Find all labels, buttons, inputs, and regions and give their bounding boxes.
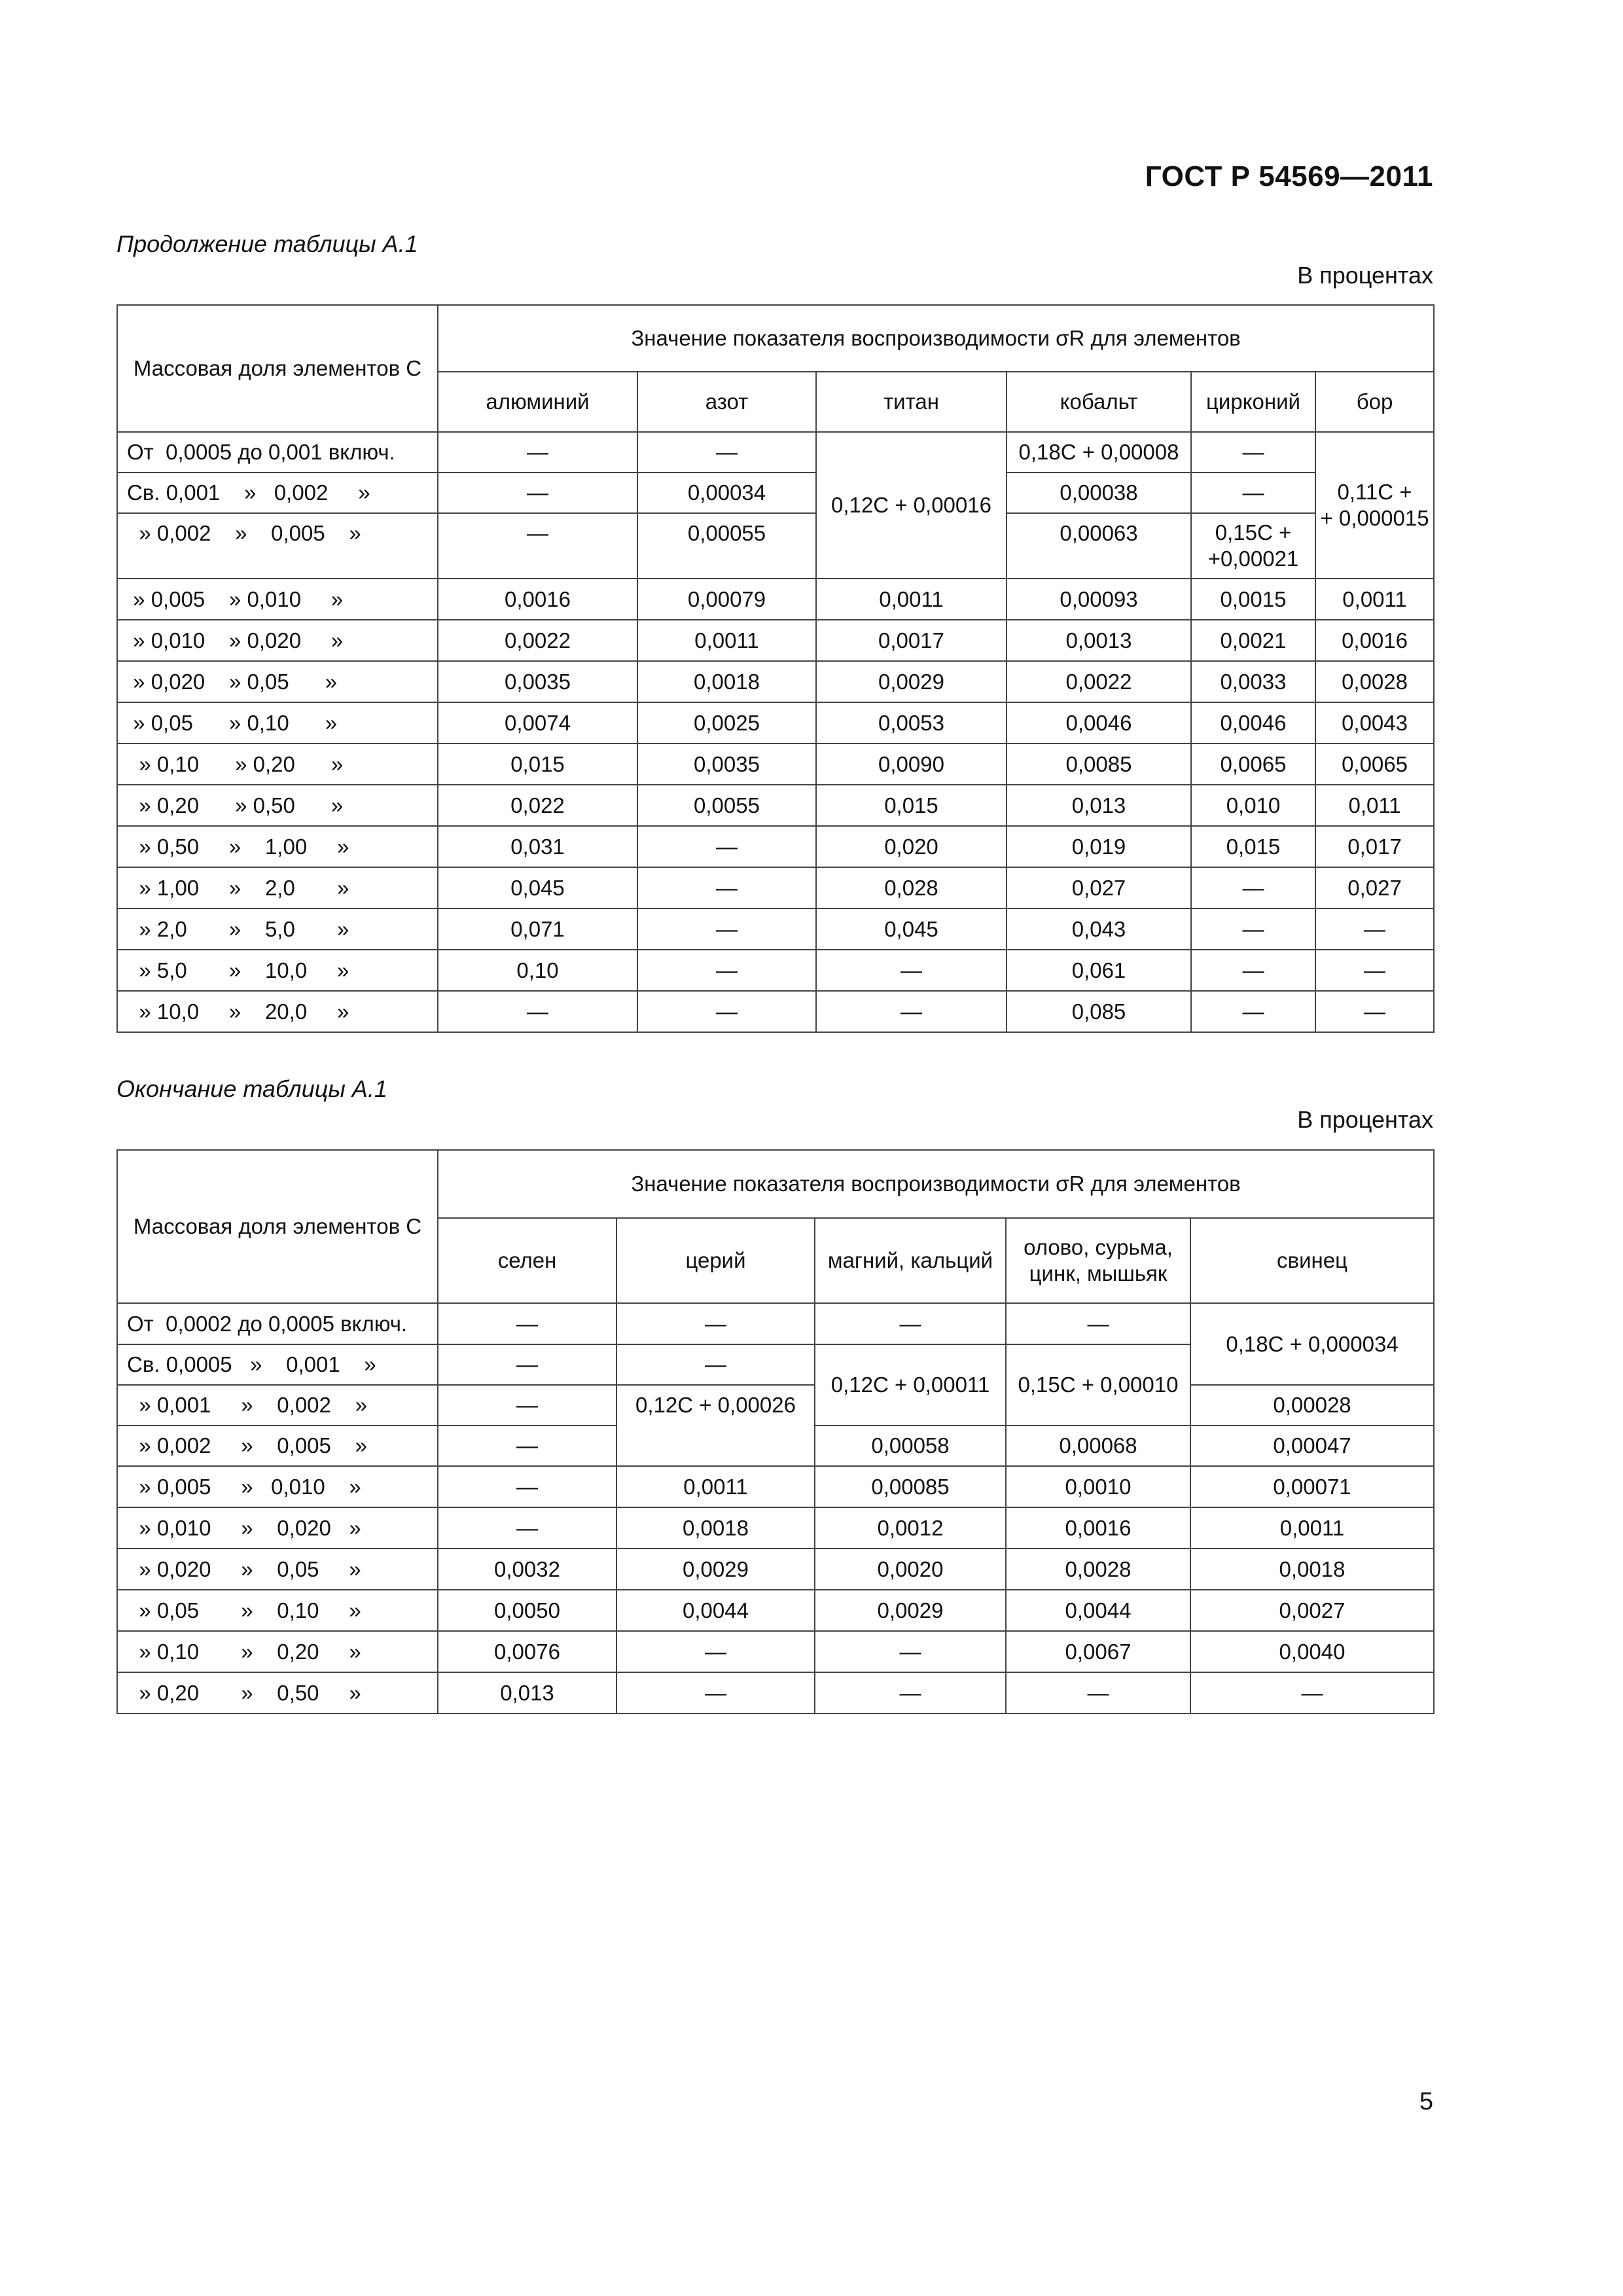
table-row [117,1549,1434,1590]
range-cell: » 0,005 » 0,010 » [117,579,438,620]
value-cell: 0,00085 [815,1466,1006,1507]
table-row [117,908,1434,950]
value-cell: 0,0065 [1315,744,1434,785]
value-cell: — [816,991,1007,1032]
table1-row-header: Массовая доля элементов C [117,305,438,432]
value-cell: 0,027 [1007,867,1191,908]
table-row [117,991,1434,1032]
value-cell: — [637,867,816,908]
table1 [116,304,1435,1033]
value-cell: 0,10 [438,950,637,991]
value-cell: — [815,1303,1006,1344]
table-row [117,950,1434,991]
table2-row-header: Массовая доля элементов C [117,1150,438,1303]
value-cell: 0,045 [438,867,637,908]
value-cell: — [616,1631,815,1672]
value-cell: 0,043 [1007,908,1191,950]
value-cell: 0,019 [1007,826,1191,867]
range-cell: » 0,001 » 0,002 » [117,1385,438,1426]
value-cell: — [637,908,816,950]
table-row [117,661,1434,702]
boron-merged-cell: 0,11C + + 0,000015 [1315,432,1434,579]
value-cell: 0,0022 [1007,661,1191,702]
titanium-merged-cell: 0,12C + 0,00016 [816,432,1007,579]
table-row [117,1590,1434,1631]
value-cell: 0,031 [438,826,637,867]
value-cell: — [438,1507,616,1549]
value-cell: — [438,1303,616,1344]
page-number: 5 [1419,2088,1433,2115]
value-cell: — [1315,950,1434,991]
table-row [117,1507,1434,1549]
value-cell: 0,0011 [1190,1507,1434,1549]
value-cell: — [816,950,1007,991]
value-cell: 0,0035 [637,744,816,785]
range-cell: » 0,50 » 1,00 » [117,826,438,867]
table2-group-header: Значение показателя воспроизводимости σR для элементов [438,1150,1434,1218]
value-cell: 0,0090 [816,744,1007,785]
range-cell: Св. 0,0005 » 0,001 » [117,1344,438,1385]
value-cell: 0,18C + 0,00008 [1007,432,1191,473]
value-cell: 0,0029 [815,1590,1006,1631]
value-cell: 0,0021 [1191,620,1315,661]
value-cell: 0,015 [1191,826,1315,867]
value-cell: 0,0010 [1006,1466,1190,1507]
table-row [117,744,1434,785]
value-cell: 0,017 [1315,826,1434,867]
range-cell: » 0,05 » 0,10 » [117,1590,438,1631]
value-cell: — [438,1385,616,1426]
value-cell: 0,0033 [1191,661,1315,702]
value-cell: 0,00028 [1190,1385,1434,1426]
value-cell: 0,00055 [637,513,816,579]
value-cell: 0,0025 [637,702,816,744]
value-cell: 0,0043 [1315,702,1434,744]
value-cell: — [616,1303,815,1344]
table2-col-lead: свинец [1190,1218,1434,1303]
value-cell: 0,0067 [1006,1631,1190,1672]
value-cell: — [438,1426,616,1466]
range-cell: » 0,20 » 0,50 » [117,1672,438,1713]
value-cell: 0,015 [816,785,1007,826]
value-cell: 0,015 [438,744,637,785]
value-cell: — [815,1631,1006,1672]
table2-units: В процентах [1297,1106,1433,1133]
value-cell: 0,0074 [438,702,637,744]
value-cell: 0,00047 [1190,1426,1434,1466]
value-cell: — [1191,991,1315,1032]
value-cell: — [1190,1672,1434,1713]
range-cell: » 0,020 » 0,05 » [117,661,438,702]
table-row [117,1466,1434,1507]
value-cell: 0,0017 [816,620,1007,661]
value-cell: — [616,1672,815,1713]
table-row [117,1303,1434,1344]
value-cell: 0,071 [438,908,637,950]
value-cell: 0,020 [816,826,1007,867]
value-cell: 0,0020 [815,1549,1006,1590]
table-row [117,620,1434,661]
value-cell: 0,013 [438,1672,616,1713]
value-cell: 0,0011 [616,1466,815,1507]
range-cell: Св. 0,001 » 0,002 » [117,473,438,513]
value-cell: 0,0011 [1315,579,1434,620]
value-cell: 0,0012 [815,1507,1006,1549]
value-cell: 0,011 [1315,785,1434,826]
range-cell: » 0,05 » 0,10 » [117,702,438,744]
value-cell: 0,0029 [616,1549,815,1590]
range-cell: » 10,0 » 20,0 » [117,991,438,1032]
value-cell: 0,0028 [1006,1549,1190,1590]
value-cell: 0,010 [1191,785,1315,826]
range-cell: » 0,002 » 0,005 » [117,1426,438,1466]
table-row [117,432,1434,473]
value-cell: — [438,1466,616,1507]
value-cell: 0,00068 [1006,1426,1190,1466]
value-cell: 0,0011 [816,579,1007,620]
value-cell: 0,00034 [637,473,816,513]
value-cell: 0,00071 [1190,1466,1434,1507]
value-cell: 0,00093 [1007,579,1191,620]
value-cell: 0,0013 [1007,620,1191,661]
magnesium-merged-cell: 0,12C + 0,00011 [815,1344,1006,1426]
range-cell: » 0,002 » 0,005 » [117,513,438,579]
value-cell: 0,0055 [637,785,816,826]
value-cell: 0,0016 [438,579,637,620]
table2-col-cerium: церий [616,1218,815,1303]
range-cell: » 0,010 » 0,020 » [117,620,438,661]
value-cell: — [1191,950,1315,991]
value-cell: — [438,991,637,1032]
value-cell: 0,022 [438,785,637,826]
value-cell: 0,027 [1315,867,1434,908]
value-cell: — [438,1344,616,1385]
table-row [117,826,1434,867]
value-cell: 0,0016 [1315,620,1434,661]
value-cell: — [637,991,816,1032]
table1-col-nitrogen: азот [637,372,816,432]
table1-col-aluminum: алюминий [438,372,637,432]
value-cell: 0,0022 [438,620,637,661]
table-row [117,1672,1434,1713]
range-cell: » 2,0 » 5,0 » [117,908,438,950]
value-cell: 0,0028 [1315,661,1434,702]
standard-number: ГОСТ Р 54569—2011 [1145,160,1433,192]
value-cell: 0,0044 [1006,1590,1190,1631]
value-cell: — [438,432,637,473]
value-cell: 0,0046 [1007,702,1191,744]
value-cell: 0,013 [1007,785,1191,826]
value-cell: — [1191,908,1315,950]
value-cell: — [616,1344,815,1385]
value-cell: — [1191,473,1315,513]
value-cell: 0,00063 [1007,513,1191,579]
value-cell: 0,0044 [616,1590,815,1631]
value-cell: 0,0016 [1006,1507,1190,1549]
value-cell: 0,045 [816,908,1007,950]
table1-group-header: Значение показателя воспроизводимости σR для элементов [438,305,1434,372]
table1-col-zirconium: цирконий [1191,372,1315,432]
lead-merged-cell: 0,18C + 0,000034 [1190,1303,1434,1385]
value-cell: — [438,513,637,579]
value-cell: 0,0085 [1007,744,1191,785]
value-cell: 0,085 [1007,991,1191,1032]
table2 [116,1149,1435,1714]
value-cell: 0,0032 [438,1549,616,1590]
value-cell: — [637,826,816,867]
range-cell: » 0,020 » 0,05 » [117,1549,438,1590]
value-cell: 0,0029 [816,661,1007,702]
table2-col-tin-antimony-zinc-arsenic: олово, сурьма, цинк, мышьяк [1006,1218,1190,1303]
value-cell: 0,0015 [1191,579,1315,620]
value-cell: — [1006,1672,1190,1713]
table-row [117,513,1434,579]
table1-col-titanium: титан [816,372,1007,432]
table-row [117,867,1434,908]
table1-col-cobalt: кобальт [1007,372,1191,432]
value-cell: — [637,432,816,473]
value-cell: 0,061 [1007,950,1191,991]
value-cell: — [1315,991,1434,1032]
value-cell: — [1006,1303,1190,1344]
table2-col-selenium: селен [438,1218,616,1303]
value-cell: 0,0027 [1190,1590,1434,1631]
value-cell: — [1191,867,1315,908]
table-row [117,785,1434,826]
table-row [117,1631,1434,1672]
value-cell: 0,0018 [637,661,816,702]
range-cell: » 0,005 » 0,010 » [117,1466,438,1507]
value-cell: 0,0018 [616,1507,815,1549]
table1-units: В процентах [1297,262,1433,289]
range-cell: От 0,0002 до 0,0005 включ. [117,1303,438,1344]
range-cell: » 1,00 » 2,0 » [117,867,438,908]
value-cell: — [438,473,637,513]
cerium-merged-cell: 0,12C + 0,00026 [616,1385,815,1466]
value-cell: — [1191,432,1315,473]
value-cell: 0,0018 [1190,1549,1434,1590]
value-cell: 0,0065 [1191,744,1315,785]
table2-col-magnesium-calcium: магний, кальций [815,1218,1006,1303]
table1-col-boron: бор [1315,372,1434,432]
value-cell: 0,0050 [438,1590,616,1631]
value-cell: 0,0035 [438,661,637,702]
tin-merged-cell: 0,15C + 0,00010 [1006,1344,1190,1426]
table2-caption: Окончание таблицы А.1 [116,1075,387,1102]
range-cell: » 0,010 » 0,020 » [117,1507,438,1549]
value-cell: 0,0076 [438,1631,616,1672]
value-cell: — [637,950,816,991]
range-cell: » 5,0 » 10,0 » [117,950,438,991]
table-row [117,1385,1434,1426]
value-cell: 0,0040 [1190,1631,1434,1672]
value-cell: 0,0011 [637,620,816,661]
value-cell: — [815,1672,1006,1713]
range-cell: » 0,20 » 0,50 » [117,785,438,826]
range-cell: » 0,10 » 0,20 » [117,1631,438,1672]
value-cell: 0,028 [816,867,1007,908]
range-cell: От 0,0005 до 0,001 включ. [117,432,438,473]
value-cell: 0,0046 [1191,702,1315,744]
value-cell: — [1315,908,1434,950]
value-cell: 0,0053 [816,702,1007,744]
range-cell: » 0,10 » 0,20 » [117,744,438,785]
value-cell: 0,00038 [1007,473,1191,513]
value-cell: 0,00079 [637,579,816,620]
table1-caption: Продолжение таблицы А.1 [116,230,418,257]
table-row [117,702,1434,744]
table-row [117,473,1434,513]
value-cell: 0,00058 [815,1426,1006,1466]
value-cell: 0,15C + +0,00021 [1191,513,1315,579]
table-row [117,579,1434,620]
